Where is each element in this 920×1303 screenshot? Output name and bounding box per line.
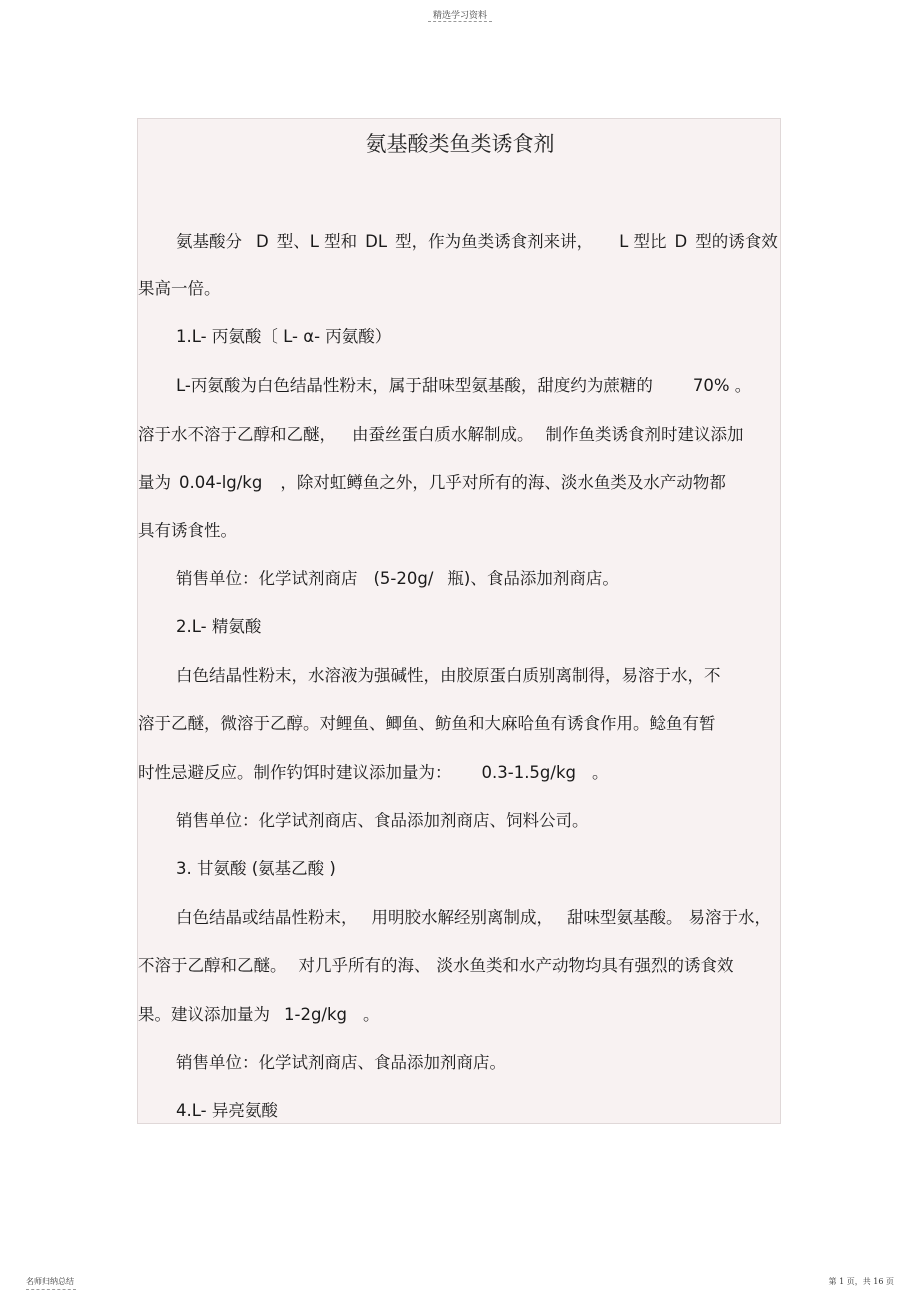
- paragraph-line: 量为 0.04-lg/kg ，除对虹鳟鱼之外，几乎对所有的海、淡水鱼类及水产动物都: [138, 473, 726, 492]
- page-header: 精选学习资料: [432, 11, 487, 21]
- section-heading: 3. 甘氨酸 (氨基乙酸 ): [176, 859, 336, 878]
- paragraph-line: 溶于水不溶于乙醇和乙醚， 由蚕丝蛋白质水解制成。 制作鱼类诱食剂时建议添加: [138, 425, 744, 444]
- paragraph-line: 白色结晶性粉末，水溶液为强碱性，由胶原蛋白质别离制得，易溶于水，不: [176, 666, 721, 685]
- paragraph-line: 不溶于乙醇和乙醚。 对几乎所有的海、 淡水鱼类和水产动物均具有强烈的诱食效: [138, 956, 734, 975]
- paragraph-line: 销售单位：化学试剂商店、食品添加剂商店。: [176, 1053, 506, 1072]
- paragraph-line: 销售单位：化学试剂商店、食品添加剂商店、饲料公司。: [176, 811, 589, 830]
- section-heading: 4.L- 异亮氨酸: [176, 1101, 278, 1120]
- section-heading: 1.L- 丙氨酸〔 L- α- 丙氨酸）: [176, 327, 392, 346]
- footer-divider: [26, 1289, 76, 1290]
- section-heading: 2.L- 精氨酸: [176, 617, 262, 636]
- paragraph-line: 果。建议添加量为 1-2g/kg 。: [138, 1005, 380, 1024]
- paragraph-line: 白色结晶或结晶性粉末， 用明胶水解经别离制成， 甜味型氨基酸。 易溶于水，: [176, 908, 771, 927]
- header-divider: [428, 21, 492, 22]
- paragraph-line: 具有诱食性。: [138, 521, 237, 540]
- paragraph-line: 氨基酸分 D 型、L 型和 DL 型，作为鱼类诱食剂来讲， L 型比 D 型的诱食效: [176, 232, 778, 251]
- footer-left-text: 名师归纳总结: [26, 1277, 74, 1286]
- paragraph-line: 果高一倍。: [138, 279, 221, 298]
- paragraph-line: L-丙氨酸为白色结晶性粉末，属于甜味型氨基酸，甜度约为蔗糖的 70% 。: [176, 376, 752, 395]
- paragraph-line: 时性忌避反应。制作钓饵时建议添加量为： 0.3-1.5g/kg 。: [138, 763, 609, 782]
- paragraph-line: 溶于乙醚，微溶于乙醇。对鲤鱼、鲫鱼、鲂鱼和大麻哈鱼有诱食作用。鲶鱼有暂: [138, 714, 716, 733]
- page-number: 第 1 页，共 16 页: [828, 1277, 894, 1286]
- document-title: 氨基酸类鱼类诱食剂: [365, 132, 555, 156]
- paragraph-line: 销售单位：化学试剂商店 (5-20g/ 瓶)、食品添加剂商店。: [176, 569, 619, 588]
